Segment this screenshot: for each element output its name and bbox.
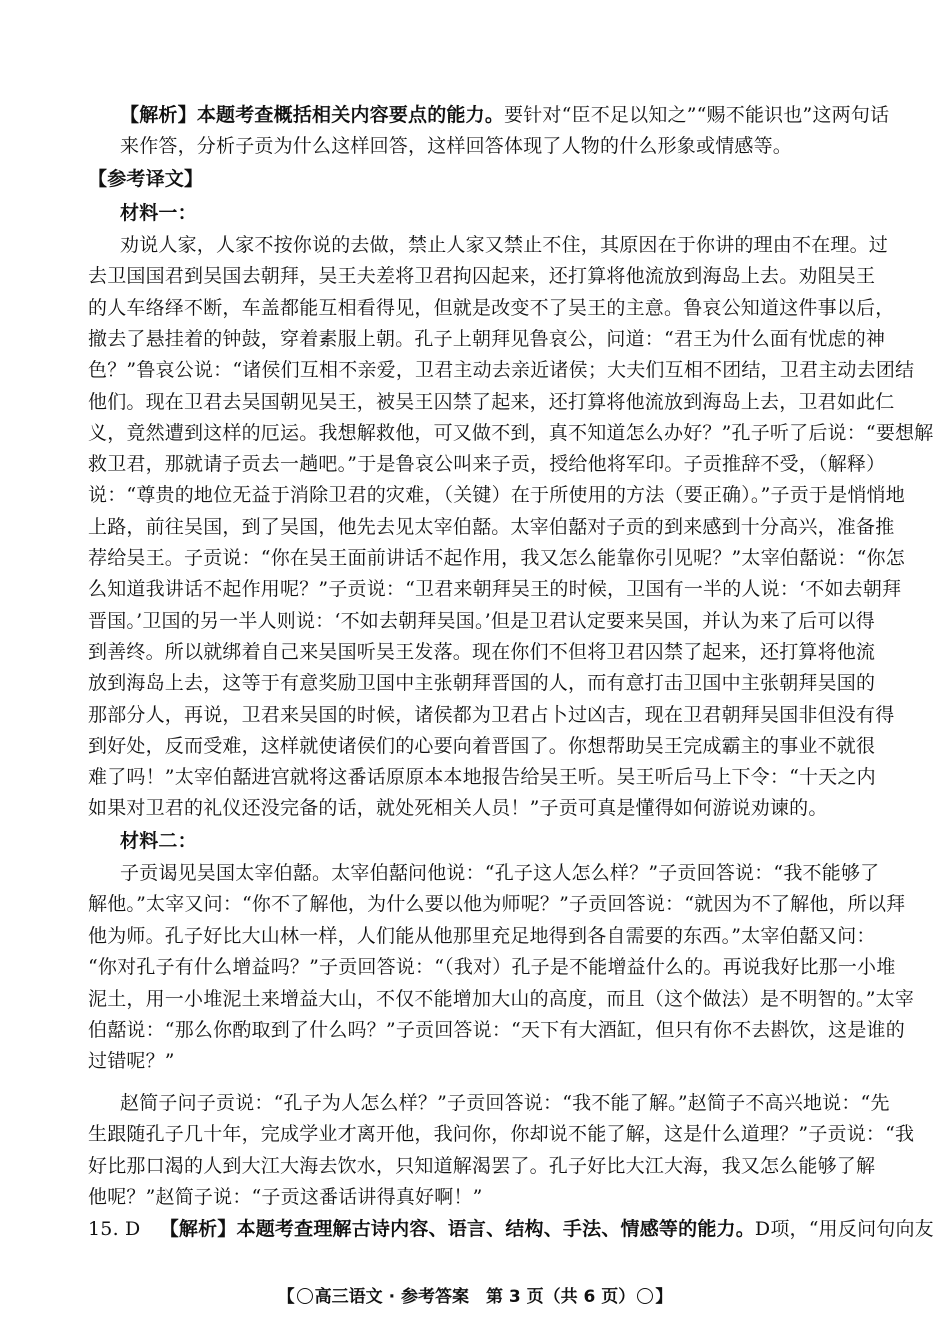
translation-heading: 【参考译文】 [88,168,204,190]
q15-bold-text: 本题考查理解古诗内容、语言、结构、手法、情感等的能力。 [236,1218,755,1240]
text-line: 放到海岛上去，这等于有意奖励卫国中主张朝拜晋国的人，而有意打击卫国中主张朝拜吴国的 [88,672,876,695]
text-line: 到善终。所以就绑着自己来吴国听吴王发落。现在你们不但将卫君囚禁了起来，还打算将他流 [88,640,876,663]
text-line: 他为师。孔子好比大山林一样，人们能从他那里充足地得到各自需要的东西。”太宰伯嚭又问： [88,924,876,947]
text-line: 他呢？”赵简子说：“子贡这番话讲得真好啊！” [88,1186,483,1209]
text-line: 救卫君，那就请子贡去一趟吧。”于是鲁哀公叫来子贡，授给他将军印。子贡推辞不受，（解释） [88,453,886,476]
text-line: 荐给吴王。子贡说：“你在吴王面前讲话不起作用，我又怎么能靠你引见呢？”太宰伯嚭说：“你怎 [88,547,905,569]
footer-right-bracket: 】 [655,1287,673,1307]
analysis-line-2: 来作答，分析子贡为什么这样回答，这样回答体现了人物的什么形象或情感等。 [120,135,793,157]
text-line: 那部分人，再说，卫君来吴国的时候，诸侯都为卫君占卜过凶吉，现在卫君朝拜吴国非但没有得 [88,703,895,726]
text-line: 色？”鲁哀公说：“诸侯们互相不亲爱，卫君主动去亲近诸侯；大夫们互相不团结，卫君主动去团结 [88,359,915,382]
text-line: 说：“尊贵的地位无益于消除卫君的灾难，（关键）在于所使用的方法（要正确）。”子贡于是悄悄地 [88,484,905,507]
text-line: 么知道我讲话不起作用呢？”子贡说：“卫君来朝拜吴王的时候，卫国有一半的人说：‘不如去朝拜 [88,578,902,601]
q15-number: 15. D [88,1218,141,1240]
analysis-line-1 [120,102,890,128]
page-footer [0,1285,950,1309]
text-line: “你对孔子有什么增益吗？”子贡回答说：“（我对）孔子是不能增益什么的。再说我好比那一小堆 [88,956,896,979]
text-line: 他们。现在卫君去吴国朝见吴王，被吴王囚禁了起来，还打算将他流放到海岛上去，卫君如此仁 [88,390,895,413]
text-line: 去卫国国君到吴国去朝拜，吴王夫差将卫君拘囚起来，还打算将他流放到海岛上去。劝阻吴王 [88,265,876,288]
text-line: 泥土，用一小堆泥土来增益大山，不仅不能增加大山的高度，而且（这个做法）是不明智的。”太宰 [88,987,915,1010]
q15-line [88,1216,934,1242]
text-line: 解他。”太宰又问：“你不了解他，为什么要以他为师呢？”子贡回答说：“就因为不了解他，所以拜 [88,893,906,916]
text-line: 撤去了悬挂着的钟鼓，穿着素服上朝。孔子上朝拜见鲁哀公，问道：“君王为什么面有忧虑的神 [88,327,886,350]
text-line: 上路，前往吴国，到了吴国，他先去见太宰伯嚭。太宰伯嚭对子贡的到来感到十分高兴，准备推 [88,515,895,538]
material1-title: 材料一： [120,202,197,224]
text-line: 如果对卫君的礼仪还没完备的话，就处死相关人员！”子贡可真是懂得如何游说劝谏的。 [88,797,828,820]
text-line: 劝说人家，人家不按你说的去做，禁止人家又禁止不住，其原因在于你讲的理由不在理。过 [120,234,889,256]
analysis-label: 【解析】 [120,104,197,126]
text-line: 伯嚭说：“那么你酌取到了什么吗？”子贡回答说：“天下有大酒缸，但只有你不去斟饮，这是谁的 [88,1019,905,1041]
text-line: 义，竟然遭到这样的厄运。我想解救他，可又做不到，真不知道怎么办好？”孔子听了后说：“要想解 [88,421,934,444]
circle-icon [637,1288,653,1304]
text-line: 晋国。’卫国的另一半人则说：‘不如去朝拜吴国。’但是卫君认定要来吴国，并认为来了后可以得 [88,609,875,632]
text-line: 生跟随孔子几十年，完成学业才离开他，我问你，你却说不能了解，这是什么道理？”子贡说：“我 [88,1123,915,1146]
text-line: 子贡谒见吴国太宰伯嚭。太宰伯嚭问他说：“孔子这人怎么样？”子贡回答说：“我不能够了 [120,862,880,884]
circle-icon [297,1288,313,1304]
text-line: 赵简子问子贡说：“孔子为人怎么样？”子贡回答说：“我不能了解。”赵简子不高兴地说：“先 [120,1092,890,1114]
footer-text: 高三语文 · 参考答案 第 3 页（共 6 页） [314,1287,636,1307]
analysis-bold-text: 本题考查概括相关内容要点的能力。 [196,104,505,126]
q15-label: 【解析】 [159,1218,237,1240]
text-line: 的人车络绎不断，车盖都能互相看得见，但就是改变不了吴王的主意。鲁哀公知道这件事以后， [88,296,895,319]
text-line: 好比那口渴的人到大江大海去饮水，只知道解渴罢了。孔子好比大江大海，我又怎么能够了解 [88,1154,876,1177]
material2-title: 材料二： [120,830,197,852]
text-line: 过错呢？” [88,1050,175,1073]
analysis-rest: 要针对“臣不足以知之”“赐不能识也”这两句话 [504,104,890,126]
q15-rest: D项，“用反问句向友 [754,1218,934,1240]
footer-left-bracket: 【 [277,1287,295,1307]
text-line: 到好处，反而受难，这样就使诸侯们的心要向着晋国了。你想帮助吴王完成霸主的事业不就很 [88,734,876,757]
text-line: 难了吗！”太宰伯嚭进宫就将这番话原原本本地报告给吴王听。吴王听后马上下令：“十天之内 [88,766,876,789]
